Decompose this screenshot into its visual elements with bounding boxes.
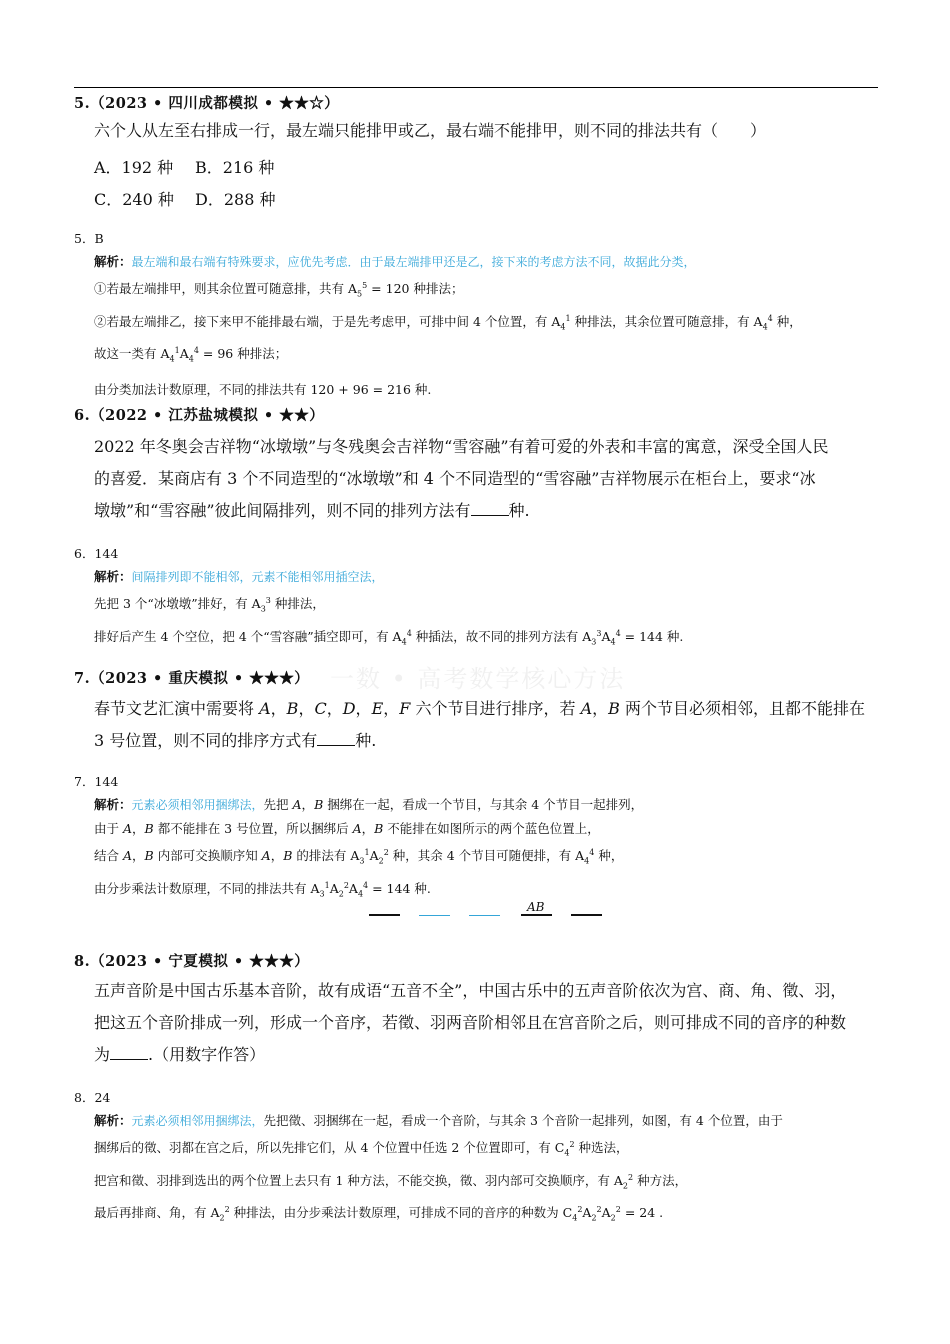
problem-8-answer: 8．24: [74, 1090, 111, 1105]
problem-7-solution: 解析：元素必须相邻用捆绑法，先把 A，B 捆绑在一起，看成一个节目，与其余 4 个节目一起排列， 由于 A，B 都不能排在 3 号位置，所以捆绑后 A，B 不能排在如图所示的两个蓝色位置上， 结合 A，B 内部可交换顺序知 A，B 的排法有 $A_3^1A_2^2$ 种，其余 4 个节目可随便排，有 $A_4^4$ 种， 由分步乘法计数原理，不同的排法共有 $A_3^1A_2^2A_4^4 = 144$ 种.: [94, 793, 884, 906]
stem-line: [94, 725, 884, 757]
slot-ab-label: AB: [527, 900, 545, 914]
solution-label: 解析：: [94, 569, 132, 584]
problem-7-stem: [94, 693, 884, 757]
slot-ab: [521, 914, 552, 916]
answer-blank: [471, 501, 509, 516]
solution-line: 由于 A，B 都不能排在 3 号位置，所以捆绑后 A，B 不能排在如图所示的两个蓝色位置上，: [94, 821, 600, 836]
solution-line: ①若最左端排甲，则其余位置可随意排，共有 $A_5^5 = 120$ 种排法；: [94, 281, 464, 299]
slot-3-blue: [469, 915, 500, 916]
top-rule: [74, 87, 878, 88]
solution-line: 结合 A，B 内部可交换顺序知 A，B 的排法有 $A_3^1A_2^2$ 种，其余 4 个节目可随便排，有 $A_4^4$ 种，: [94, 848, 624, 866]
stem-line: 五声音阶是中国古乐基本音阶，故有成语“五音不全”，中国古乐中的五声音阶依次为宫、商、角、徵、羽，: [94, 981, 847, 1000]
stem-line: [94, 1039, 884, 1071]
solution-line: 最后再排商、角，有 $A_2^2$ 种排法，由分步乘法计数原理，可排成不同的音序的种数为 $C_4^2A_2^2A_2^2 = 24$ .: [94, 1205, 664, 1223]
problem-6-answer: 6．144: [74, 546, 119, 561]
problem-5-option-b: B．216 种: [195, 158, 275, 177]
solution-line: 捆绑后的徵、羽都在宫之后，所以先排它们，从 4 个位置中任选 2 个位置即可，有 $C_4^2$ 种选法，: [94, 1140, 629, 1158]
solution-line: 把宫和徵、羽排到选出的两个位置上去只有 1 种方法，不能交换，徵、羽内部可交换顺序，有 $A_2^2$ 种方法，: [94, 1172, 688, 1191]
problem-8-header: 8.（2023 • 宁夏模拟 • ★★★）: [74, 953, 310, 970]
stem-text: 3 号位置，则不同的排序方式有: [94, 731, 318, 750]
stem-line: 的喜爱．某商店有 3 个不同造型的“冰墩墩”和 4 个不同造型的“雪容融”吉祥物展示在柜台上，要求“冰: [94, 469, 816, 488]
stem-line: [94, 495, 884, 527]
problem-6-solution: [94, 565, 884, 654]
stem-text: 墩墩”和“雪容融”彼此间隔排列，则不同的排列方法有: [94, 501, 471, 520]
answer-blank: [110, 1045, 148, 1060]
stem-text: 种.: [508, 501, 530, 520]
problem-7-header: 7.（2023 • 重庆模拟 • ★★★）: [74, 670, 310, 687]
solution-note: 间隔排列即不能相邻，元素不能相邻用插空法，: [131, 570, 384, 584]
stem-text: 为: [94, 1045, 111, 1064]
problem-5-answer: 5．B: [74, 231, 104, 246]
solution-line: 先把 3 个“冰墩墩”排好，有 $A_3^3$ 种排法，: [94, 596, 325, 614]
slot-2-blue: [419, 915, 450, 916]
problem-8-solution: 解析：元素必须相邻用捆绑法，先把徵、羽捆绑在一起，看成一个音阶，与其余 3 个音阶一起排列，如图，有 4 个位置，由于 捆绑后的徵、羽都在宫之后，所以先排它们，从 4 个位置中任选 2 个位置即可，有 $C_4^2$ 种选法， 把宫和徵、羽排到选出的两个位置上去只有 1 种方法，不能交换，徵、羽内部可交换顺序，有 $A_2^2$ 种方法， 最后再排商、角，有 $A_2^2$ 种排法，由分步乘法计数原理，可排成不同的音序的种数为 $C_4^2A_2^2A_2^2 = 24$ .: [94, 1109, 884, 1231]
solution-line: ②若最左端排乙，接下来甲不能排最右端，于是先考虑甲，可排中间 4 个位置，有 $A_4^1$ 种排法，其余位置可随意排，有 $A_4^4$ 种，: [94, 313, 802, 332]
stem-line: 2022 年冬奥会吉祥物“冰墩墩”与冬残奥会吉祥物“雪容融”有着可爱的外表和丰富的寓意，深受全国人民: [94, 437, 829, 456]
solution-note: 元素必须相邻用捆绑法，: [131, 798, 264, 812]
solution-line: 由分类加法计数原理，不同的排法共有 120 + 96 = 216 种.: [94, 381, 432, 397]
stem-line: 春节文艺汇演中需要将 A，B，C，D，E，F 六个节目进行排序，若 A，B 两个节目必须相邻，且都不能排在: [94, 699, 865, 718]
stem-text: .（用数字作答）: [148, 1045, 266, 1064]
problem-5-option-c: C．240 种: [94, 190, 174, 209]
problem-6-stem: [94, 431, 884, 527]
problem-5-stem: 六个人从左至右排成一行，最左端只能排甲或乙，最右端不能排甲，则不同的排法共有（ ）: [94, 121, 767, 140]
solution-label: 解析：: [94, 1113, 132, 1128]
watermark: 一数 • 高考数学核心方法: [330, 665, 626, 693]
problem-5-option-d: D．288 种: [195, 190, 276, 209]
slot-1: [369, 914, 400, 916]
solution-line: 故这一类有 $A_4^1A_4^4 = 96$ 种排法；: [94, 346, 288, 364]
problem-8-stem: [94, 975, 884, 1071]
problem-5-header: 5.（2023 • 四川成都模拟 • ★★☆）: [74, 95, 340, 112]
problem-6-header: 6.（2022 • 江苏盐城模拟 • ★★）: [74, 407, 325, 424]
stem-text: 种.: [355, 731, 377, 750]
problem-7-answer: 7．144: [74, 774, 119, 789]
solution-line: 由分步乘法计数原理，不同的排法共有 $A_3^1A_2^2A_4^4 = 144$ 种.: [94, 880, 431, 899]
solution-note: 最左端和最右端有特殊要求，应优先考虑．由于最左端排甲还是乙，接下来的考虑方法不同，故据此分类，: [131, 255, 696, 269]
problem-5-solution: [94, 250, 884, 402]
answer-blank: [317, 731, 355, 746]
solution-label: 解析：: [94, 254, 132, 269]
solution-line: 排好后产生 4 个空位，把 4 个“雪容融”插空即可，有 $A_4^4$ 种插法，故不同的排列方法有 $A_3^3A_4^4 = 144$ 种.: [94, 628, 684, 647]
stem-line: 把这五个音阶排成一列，形成一个音序，若徵、羽两音阶相邻且在宫音阶之后，则可排成不同的音序的种数: [94, 1013, 847, 1032]
solution-note: 元素必须相邻用捆绑法，: [131, 1114, 264, 1128]
slot-5: [571, 914, 602, 916]
solution-label: 解析：: [94, 797, 132, 812]
problem-5-option-a: A．192 种: [94, 158, 174, 177]
